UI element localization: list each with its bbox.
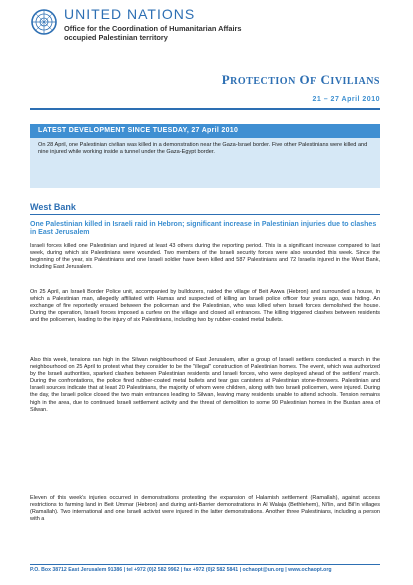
paragraph: Israeli forces killed one Palestinian and injured at least 43 others during the reporting period. This is a significant increase compared to last week, during which six Palestinians were wounded. Two members of the Israeli security forces were also wounded this week. Since the beginning of the year, six Palestinians and one Israeli soldier have been killed and 587 Palestinians and 72 Israelis injured in the West Bank, including East Jerusalem. [30,243,380,271]
section-subheading: One Palestinian killed in Israeli raid in Hebron; significant increase in Palestinian injuries due to clashes in East Jerusalem [30,221,377,237]
latest-development-box [30,124,380,188]
paragraph: On 25 April, an Israeli Border Police unit, accompanied by bulldozers, raided the village of Beit Awwa (Hebron) and surrounded a house, in which a Palestinian man, allegedly affiliated with Hamas and suspected of killing an Israeli police officer four years ago, was hiding. An exchange of fire reportedly ensued between the policeman and the Palestinian, who was killed when Israeli forces demolished the house. During the operation, Israeli forces imposed a curfew on the village and closed all entrances. The killing triggered clashes between residents and the policemen, leading to the injury of six Palestinians, including two by rubber-coated metal bullets. [30,289,380,324]
section-title-west-bank: West Bank [30,202,76,212]
un-emblem-icon [30,8,58,36]
latest-development-heading: LATEST DEVELOPMENT SINCE TUESDAY, 27 April 2010 [38,126,239,134]
footer-contact: P.O. Box 38712 East Jerusalem 91386 | tel +972 (0)2 582 9962 | fax +972 (0)2 582 5841 | ochaopt@un.org | www.ochaopt.org [30,567,332,573]
paragraph: Eleven of this week's injuries occurred in demonstrations protesting the expansion of Halamish settlement (Ramallah), against access restrictions to farming land in Beit Ummar (Hebron) and during anti-Barrier demonstrations in Al Walaja (Bethlehem), Ni'lin, and Bil'in villages (Ramallah). Two international and one Israeli activist were injured in the latter demonstrations. Another three Palestinians, including a person with a [30,495,380,523]
report-dates: 21 – 27 April 2010 [312,96,380,103]
paragraph: Also this week, tensions ran high in the Silwan neighbourhood of East Jerusalem, after a group of Israeli settlers conducted a march in the neighbourhood on 25 April to protest what they consider to be the "illegal" construction of Palestinian homes. The event, which was authorized by the Israeli authorities, sparked clashes between Palestinian residents and Israeli forces, who were deployed ahead of the settlers' march. During the confrontations, the police fired rubber-coated metal bullets and tear gas canisters at Palestinian stone-throwers. Palestinian and Israeli sources indicate that at least 20 Palestinians, the majority of whom were children, along with two Israeli policemen, were injured. During the day, the Israeli police closed the two main entrances leading to Silwan, leaving many residents unable to attend schools. Tension remains high in the area, due to continued Israeli settlement activity and the threat of demolition to some 90 Palestinian homes in the Bustan area of Silwan. [30,357,380,413]
report-title [222,72,380,88]
office-name: Office for the Coordination of Humanitarian Affairs [64,24,242,33]
territory-name: occupied Palestinian territory [64,33,168,42]
latest-development-text: On 28 April, one Palestinian civilian was killed in a demonstration near the Gaza-Israel border. Five other Palestinians were killed and nine injured while working inside a tunnel under the Gaza-Egypt border. [38,142,368,156]
report-title-text: PROTECTION OF CIVILIANS [221,72,380,87]
title-divider [30,108,380,110]
latest-development-header [30,124,380,138]
letterhead [0,0,413,70]
section-divider [30,214,380,215]
footer-divider [30,564,380,565]
organization-block [64,7,242,42]
organization-name: UNITED NATIONS [64,6,196,22]
